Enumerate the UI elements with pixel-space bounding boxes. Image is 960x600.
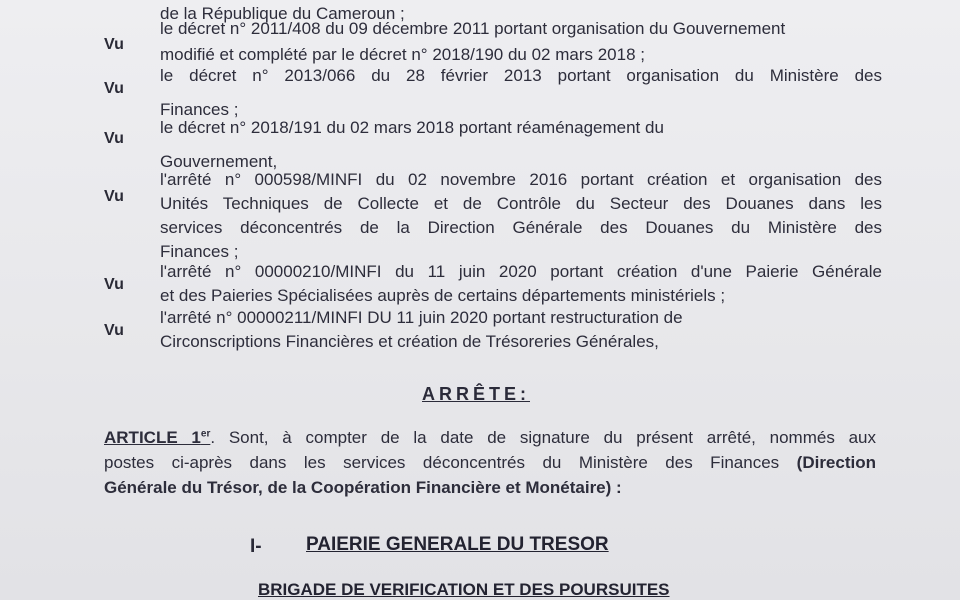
article-1-line [104,428,876,448]
section-number: I- [250,536,262,557]
preamble-line: l'arrêté n° 00000211/MINFI DU 11 juin 2020 portant restructuration de [160,308,683,327]
vu-label: Vu [104,130,124,147]
vu-label: Vu [104,276,124,293]
section-subtitle: BRIGADE DE VERIFICATION ET DES POURSUITES [258,580,670,599]
preamble-line: de la République du Cameroun ; [160,4,405,23]
preamble-line: le décret n° 2011/408 du 09 décembre 2011 portant organisation du Gouvernement [160,19,786,38]
section-title: PAIERIE GENERALE DU TRESOR [306,534,609,555]
article-1-label: ARTICLE 1er [104,428,211,447]
vu-label: Vu [104,322,124,339]
preamble-line: l'arrêté n° 00000210/MINFI du 11 juin 2020 portant création d'une Paierie Générale [160,262,882,281]
preamble-line: Finances ; [160,242,239,261]
preamble-line: et des Paieries Spécialisées auprès de certains départements ministériels ; [160,286,726,305]
preamble-line: le décret n° 2018/191 du 02 mars 2018 portant réaménagement du [160,118,664,137]
article-1-line: Générale du Trésor, de la Coopération Financière et Monétaire) : [104,478,622,497]
preamble-line: Unités Techniques de Collecte et de Contrôle du Secteur des Douanes dans les [160,194,882,213]
vu-label: Vu [104,36,124,53]
article-1-line: postes ci-après dans les services déconcentrés du Ministère des Finances (Direction [104,453,876,472]
preamble-line: Gouvernement, [160,152,278,171]
preamble-line: modifié et complété par le décret n° 2018/190 du 02 mars 2018 ; [160,45,645,64]
preamble-line: le décret n° 2013/066 du 28 février 2013 portant organisation du Ministère des [160,66,882,85]
preamble-line: services déconcentrés de la Direction Générale des Douanes du Ministère des [160,218,882,237]
preamble-line: Circonscriptions Financières et création de Trésoreries Générales, [160,332,659,351]
vu-label: Vu [104,188,124,205]
vu-label: Vu [104,80,124,97]
decree-title: ARRÊTE: [422,384,530,404]
article-1-text: . Sont, à compter de la date de signature du présent arrêté, nommés aux [210,428,877,447]
preamble-line: l'arrêté n° 000598/MINFI du 02 novembre 2016 portant création et organisation des [160,170,882,189]
preamble-line: Finances ; [160,100,239,119]
